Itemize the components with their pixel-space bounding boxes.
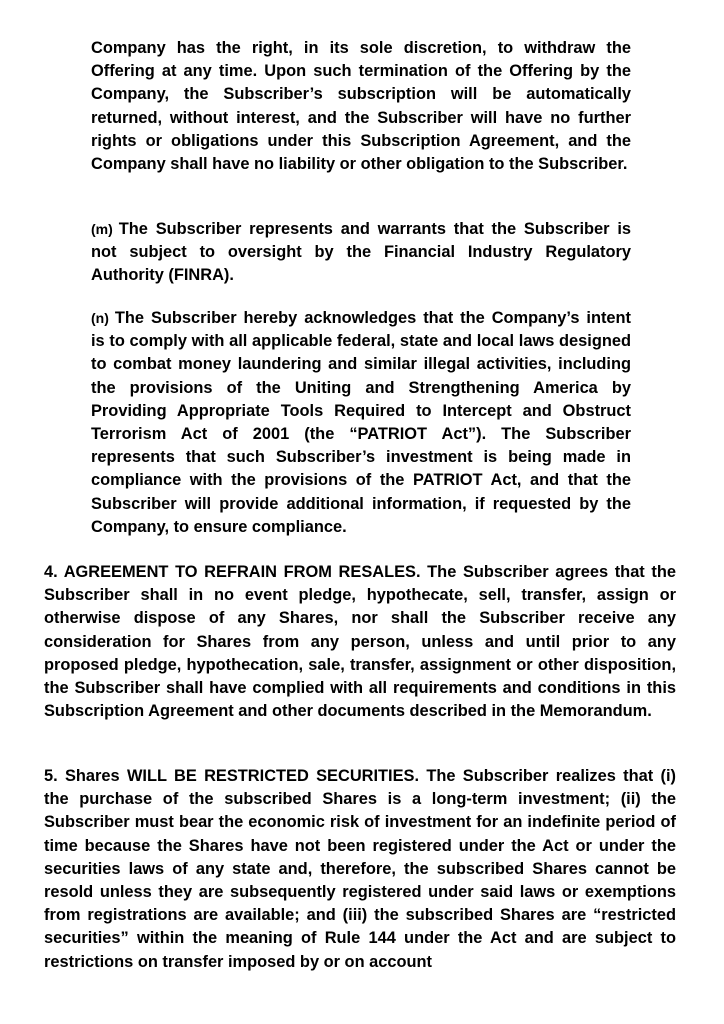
- paragraph-n: [91, 307, 631, 539]
- paragraph-l-continued: Company has the right, in its sole discretion, to withdraw the Offering at any time. Upon such termination of the Offering by the Company, the Subscriber’s subscription will be automatically returned, without interest, and the Subscriber will have no further rights or obligations under this Subscription Agreement, and the Company shall have no liability or other obligation to the Subscriber.: [91, 39, 631, 174]
- paragraph-n-marker: (n): [91, 310, 109, 326]
- paragraph-m-marker: (m): [91, 221, 113, 237]
- section-4-resales: 4. AGREEMENT TO REFRAIN FROM RESALES. The Subscriber agrees that the Subscriber shall in no event pledge, hypothecate, sell, transfer, assign or otherwise dispose of any Shares, nor shall the Subscriber receive any consideration for Shares from any person, unless and until prior to any proposed pledge, hypothecation, sale, transfer, assignment or other disposition, the Subscriber shall have complied with all requirements and conditions in this Subscription Agreement and other documents described in the Memorandum.: [44, 563, 676, 721]
- paragraph-m: [91, 218, 631, 288]
- section-5-restricted-securities: 5. Shares WILL BE RESTRICTED SECURITIES. The Subscriber realizes that (i) the purchase of the subscribed Shares is a long-term investment; (ii) the Subscriber must bear the economic risk of investment for an indefinite period of time because the Shares have not been registered under the Act or under the securities laws of any state and, therefore, the subscribed Shares cannot be resold unless they are subsequently registered under said laws or exemptions from registrations are available; and (iii) the subscribed Shares are “restricted securities” within the meaning of Rule 144 under the Act and are subject to restrictions on transfer imposed by or on account: [44, 767, 676, 971]
- paragraph-m-text: The Subscriber represents and warrants that the Subscriber is not subject to oversight by the Financial Industry Regulatory Authority (FINRA).: [91, 220, 631, 285]
- paragraph-n-text: The Subscriber hereby acknowledges that the Company’s intent is to comply with all applicable federal, state and local laws designed to combat money laundering and similar illegal activities, including the provisions of the Uniting and Strengthening America by Providing Appropriate Tools Required to Intercept and Obstruct Terrorism Act of 2001 (the “PATRIOT Act”). The Subscriber represents that such Subscriber’s investment is being made in compliance with the provisions of the PATRIOT Act, and that the Subscriber will provide additional information, if requested by the Company, to ensure compliance.: [91, 309, 631, 536]
